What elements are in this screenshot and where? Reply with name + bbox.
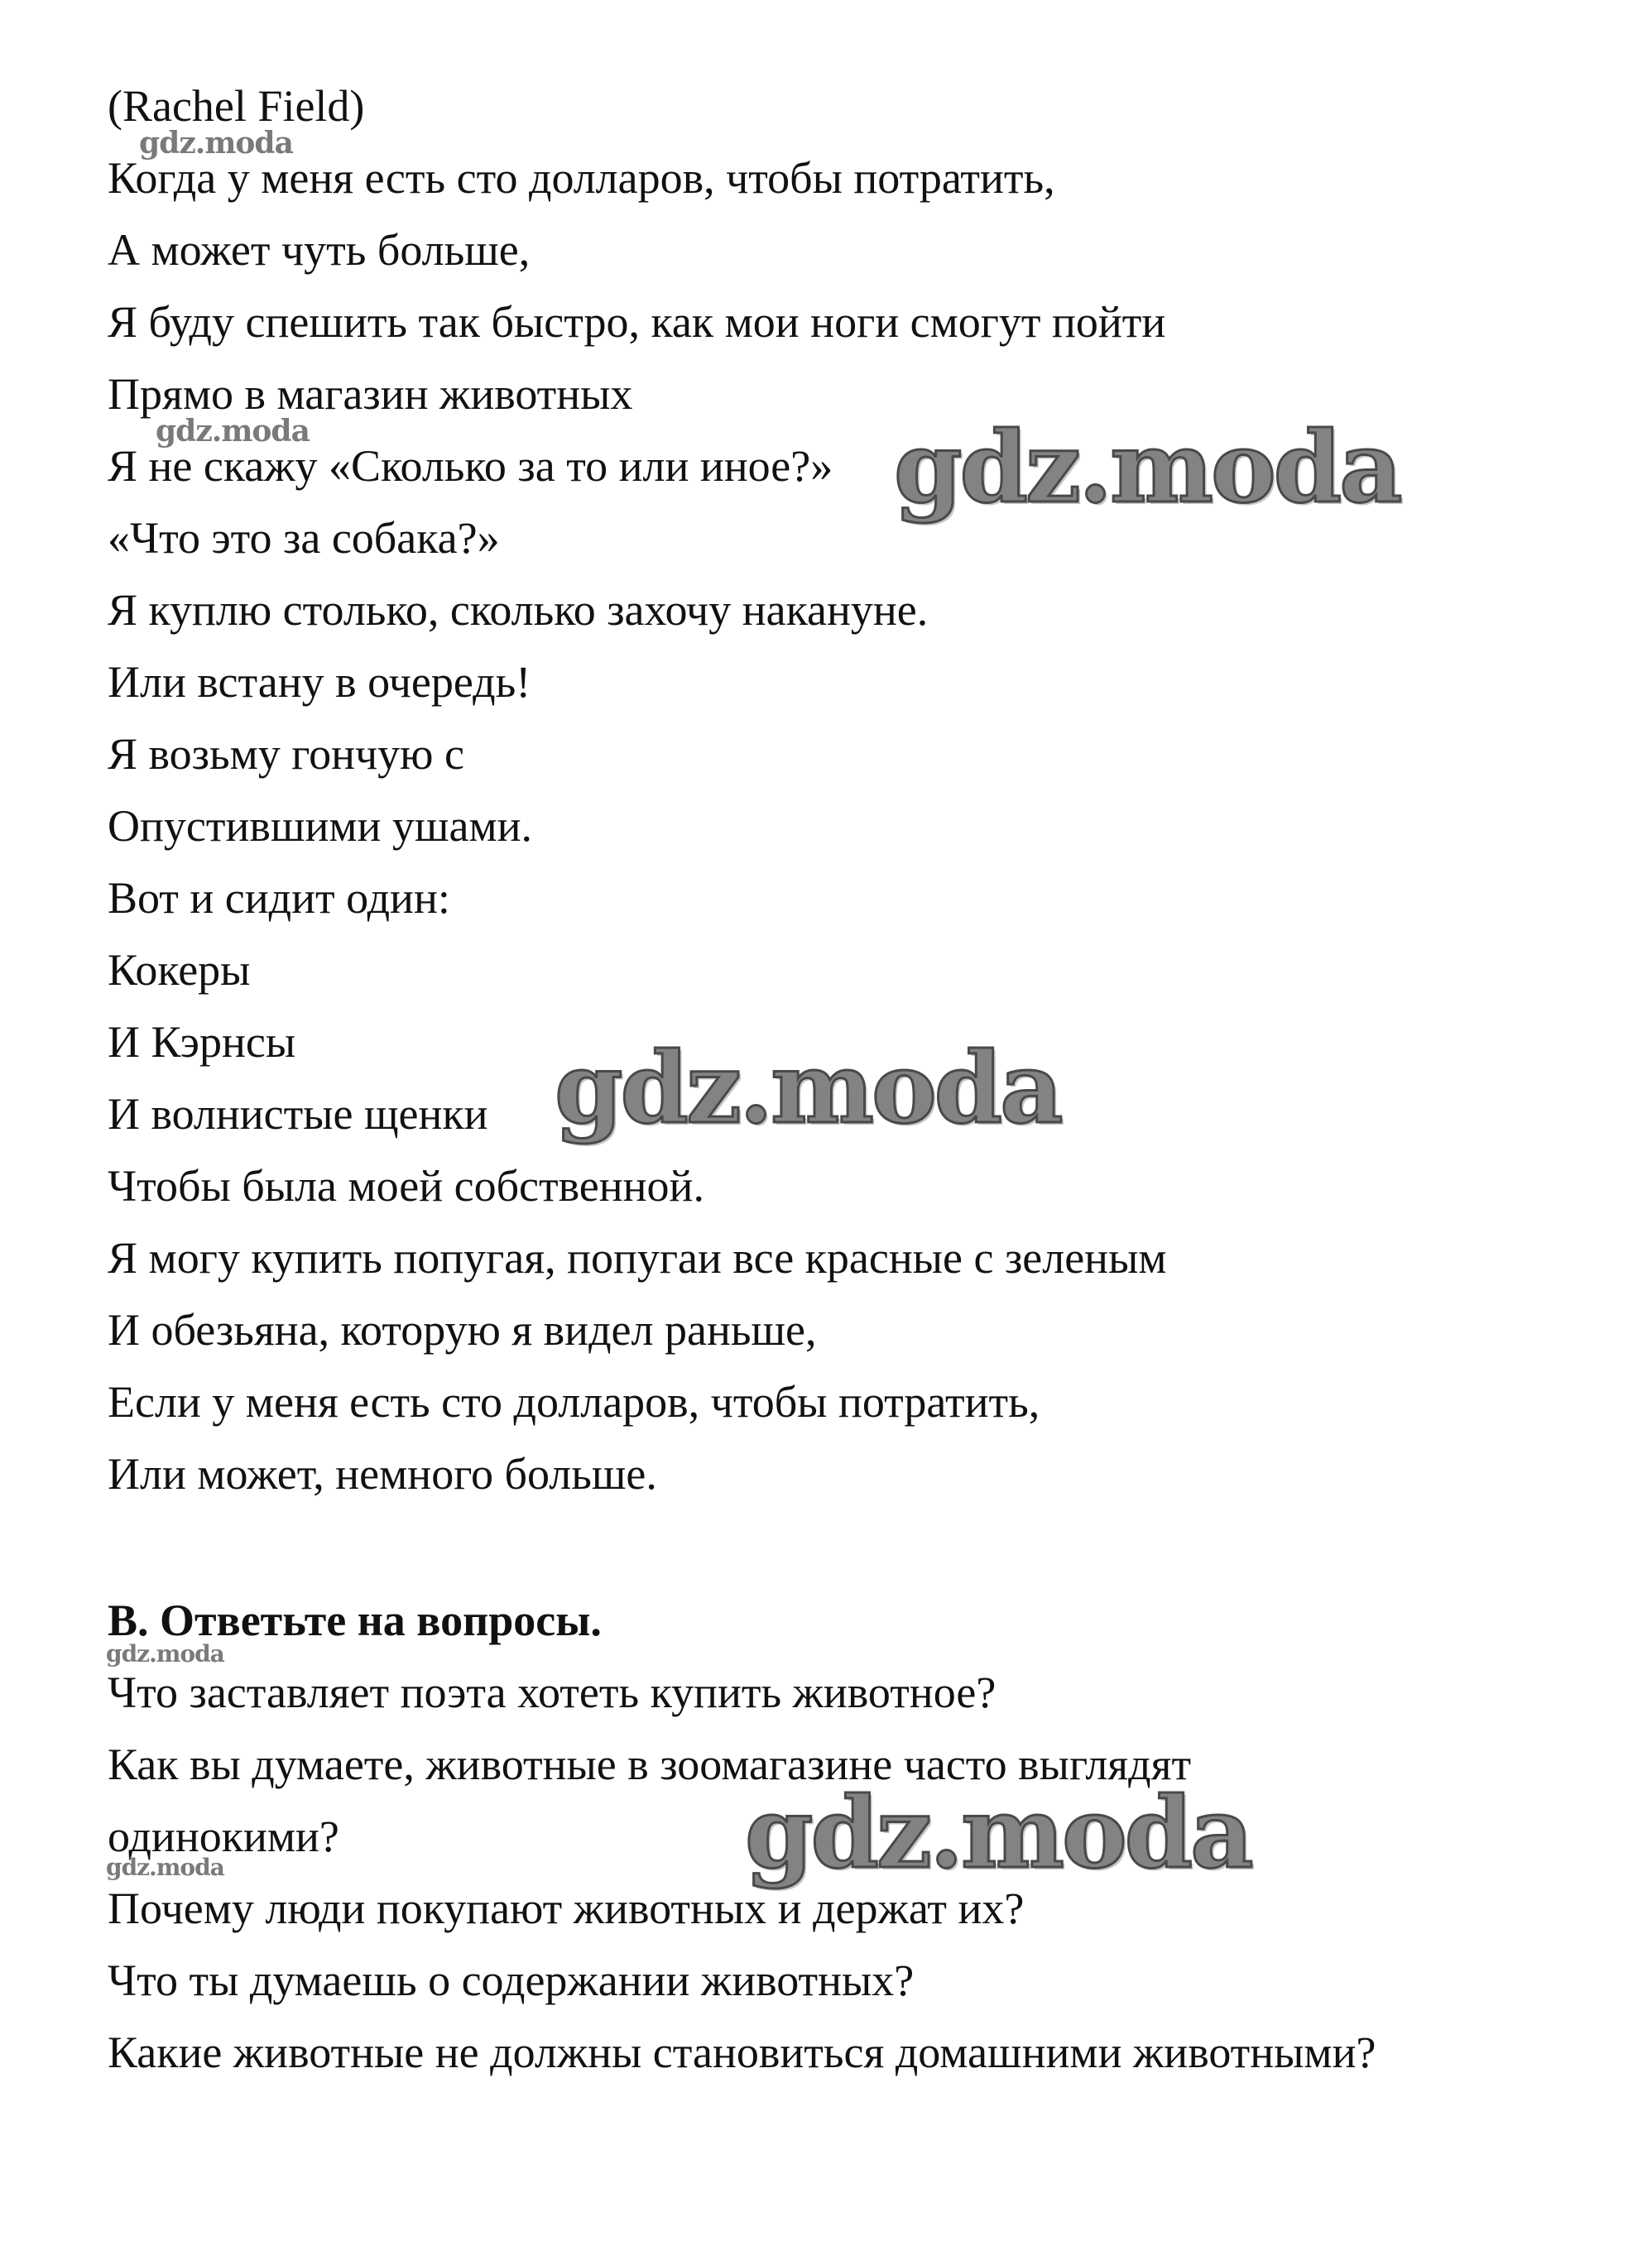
poem-line: Я возьму гончую с	[108, 729, 464, 779]
question-line: Как вы думаете, животные в зоомагазине часто выглядят	[108, 1740, 1192, 1789]
watermark-small: gdz.moda	[106, 1640, 224, 1668]
poem-line: Если у меня есть сто долларов, чтобы потратить,	[108, 1377, 1040, 1427]
watermark-small: gdz.moda	[139, 126, 293, 161]
watermark-large: gdz.moda	[745, 1775, 1251, 1890]
question-line: Что ты думаешь о содержании животных?	[108, 1955, 915, 2005]
poem-line: Когда у меня есть сто долларов, чтобы потратить,	[108, 153, 1055, 203]
poem-line: И Кэрнсы	[108, 1017, 296, 1067]
watermark-small: gdz.moda	[106, 1854, 224, 1881]
poem-line: И обезьяна, которую я видел раньше,	[108, 1305, 817, 1355]
poem-line: И волнистые щенки	[108, 1089, 488, 1139]
poem-line: Я буду спешить так быстро, как мои ноги смогут пойти	[108, 297, 1166, 347]
poem-line: Чтобы была моей собственной.	[108, 1161, 704, 1211]
question-line: Какие животные не должны становиться домашними животными?	[108, 2027, 1376, 2077]
poem-line: Вот и сидит один:	[108, 873, 450, 923]
poem-line: Кокеры	[108, 945, 251, 995]
poem-line: Я могу купить попугая, попугаи все красные с зеленым	[108, 1233, 1167, 1283]
poem-line: Я не скажу «Сколько за то или иное?»	[108, 441, 833, 491]
poem-line: Я куплю столько, сколько захочу накануне.	[108, 585, 929, 635]
section-heading: B. Ответьте на вопросы.	[108, 1596, 602, 1645]
poem-line: А может чуть больше,	[108, 225, 531, 275]
poem-line: Или встану в очередь!	[108, 657, 531, 707]
poem-line: Опустившими ушами.	[108, 801, 533, 851]
poem-line: Или может, немного больше.	[108, 1449, 657, 1499]
watermark-large: gdz.moda	[555, 1030, 1061, 1145]
question-line: Что заставляет поэта хотеть купить животное?	[108, 1668, 996, 1717]
question-line: Почему люди покупают животных и держат их?	[108, 1883, 1025, 1933]
watermark-small: gdz.moda	[156, 414, 310, 449]
poem-line: Прямо в магазин животных	[108, 369, 633, 419]
poem-line: «Что это за собака?»	[108, 513, 500, 563]
watermark-large: gdz.moda	[894, 410, 1400, 525]
poem-author: (Rachel Field)	[108, 81, 365, 131]
question-line: одинокими?	[108, 1812, 339, 1861]
